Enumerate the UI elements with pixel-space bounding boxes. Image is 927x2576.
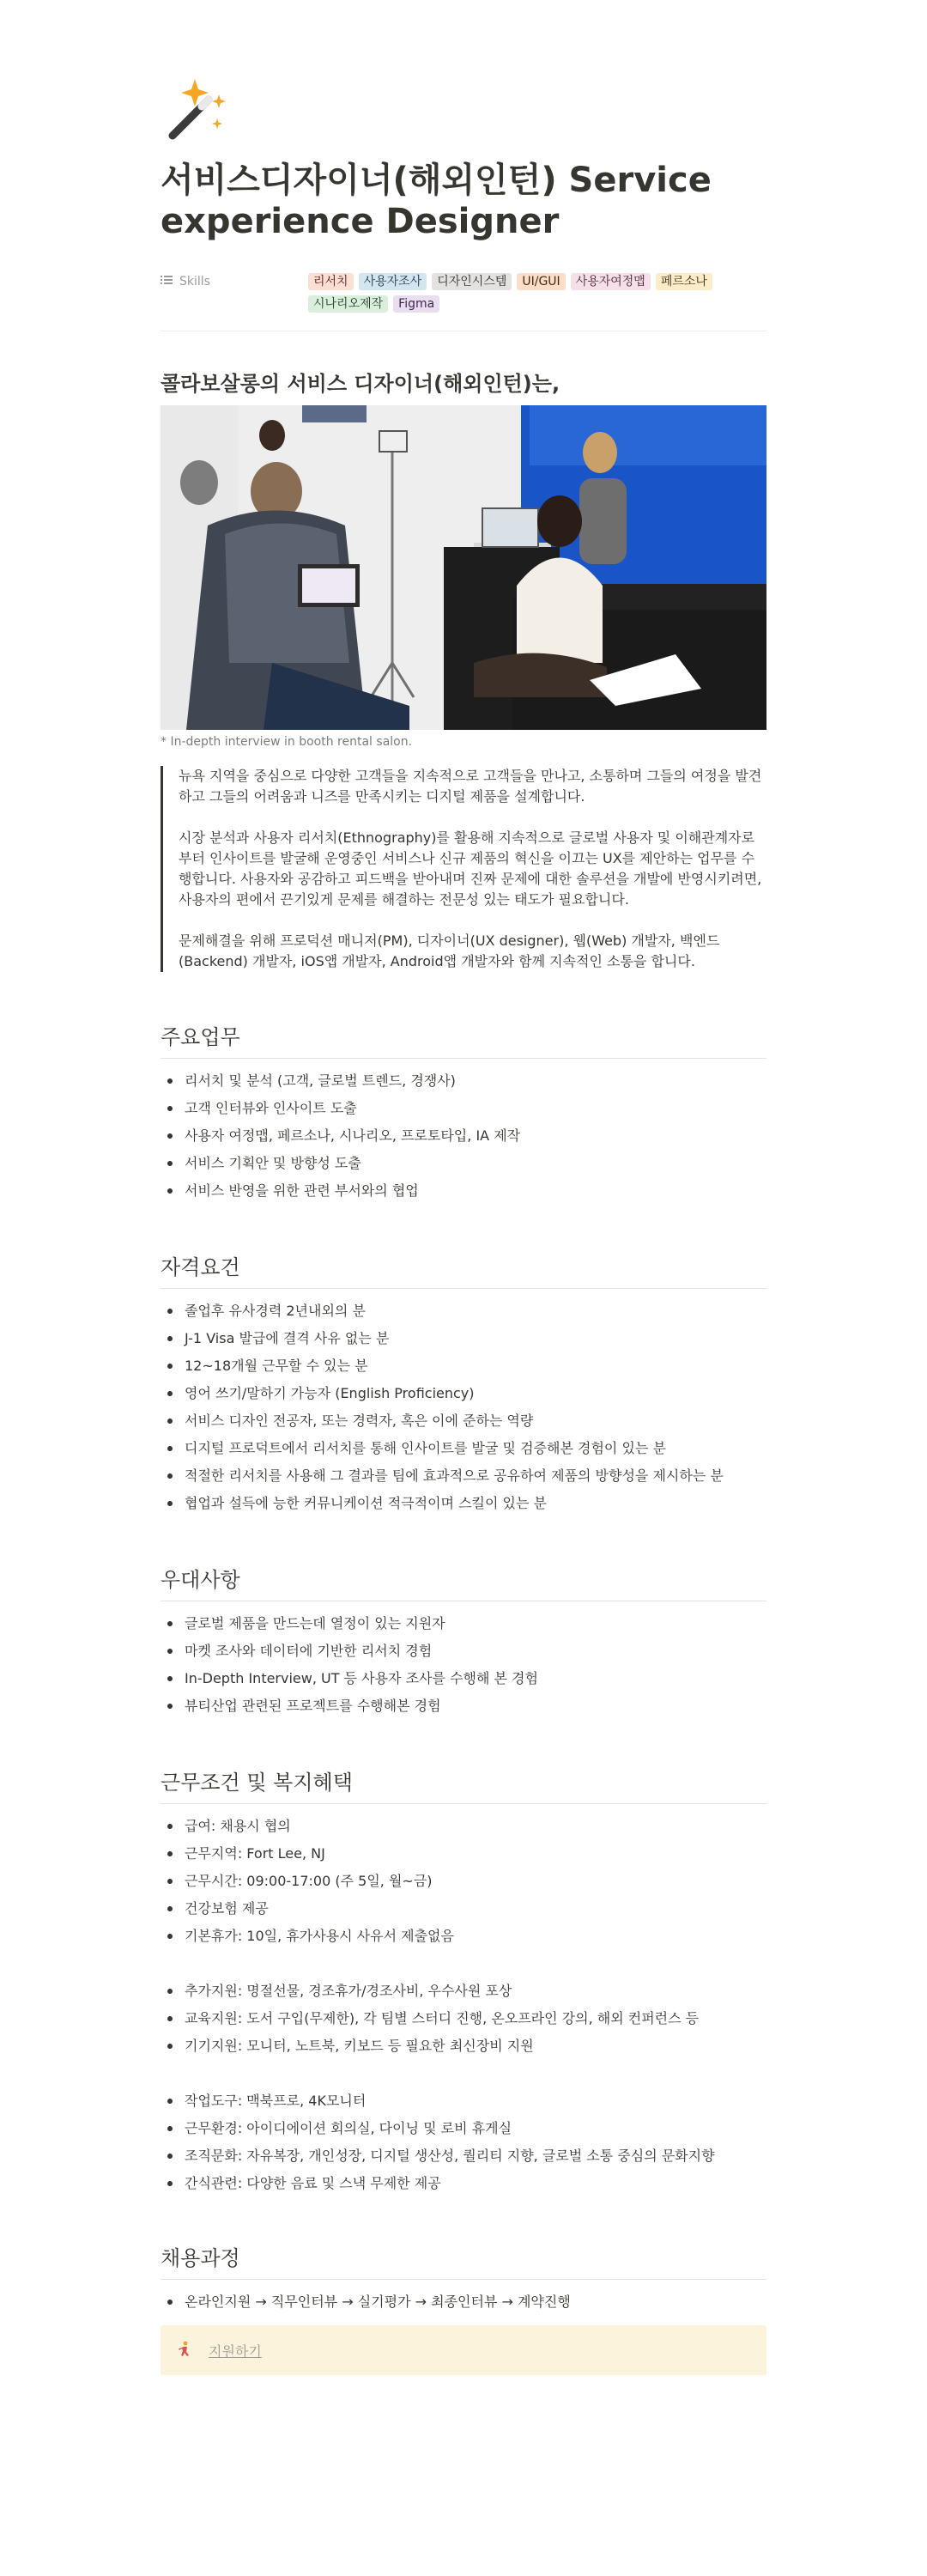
list-item: 서비스 디자인 전공자, 또는 경력자, 혹은 이에 준하는 역량 xyxy=(161,1407,766,1435)
list-item: 조직문화: 자유복장, 개인성장, 디지털 생산성, 퀄리티 지향, 글로벌 소통 중심의 문화지향 xyxy=(161,2142,766,2170)
skills-tags[interactable] xyxy=(308,273,763,313)
list-item: 교육지원: 도서 구입(무제한), 각 팀별 스터디 진행, 온오프라인 강의, 해외 컨퍼런스 등 xyxy=(161,2005,766,2032)
apply-callout xyxy=(161,2325,766,2375)
section-heading: 근무조건 및 복지혜택 xyxy=(161,1767,766,1804)
interview-photo xyxy=(161,405,766,730)
section-heading: 채용과정 xyxy=(161,2243,766,2280)
section-benefits xyxy=(161,1767,766,2197)
page-title: 서비스디자이너(해외인턴) Service experience Designer xyxy=(161,161,712,241)
spacer xyxy=(161,1950,766,1978)
list-item: 고객 인터뷰와 인사이트 도출 xyxy=(161,1095,766,1122)
intro-heading: 콜라보살롱의 서비스 디자이너(해외인턴)는, xyxy=(161,372,560,396)
list-item: 추가지원: 명절선물, 경조휴가/경조사비, 우수사원 포상 xyxy=(161,1978,766,2005)
intro-quote xyxy=(161,766,766,972)
skill-tag[interactable]: 사용자여정맵 xyxy=(571,273,651,290)
skill-tag[interactable]: 시나리오제작 xyxy=(308,295,388,313)
list-icon xyxy=(161,274,173,289)
quote-paragraph: 뉴욕 지역을 중심으로 다양한 고객들을 지속적으로 고객들을 만나고, 소통하며 그들의 여정을 발견하고 그들의 어려움과 니즈를 만족시키는 디지털 제품을 설계합니다. xyxy=(179,768,762,805)
skill-tag[interactable]: 사용자조사 xyxy=(359,273,427,290)
list-item: 마켓 조사와 데이터에 기반한 리서치 경험 xyxy=(161,1637,766,1665)
list-item: 근무지역: Fort Lee, NJ xyxy=(161,1840,766,1868)
list-item: 글로벌 제품을 만드는데 열정이 있는 지원자 xyxy=(161,1610,766,1637)
skill-tag[interactable]: UI/GUI xyxy=(517,273,565,290)
section-preferred xyxy=(161,1564,766,1720)
quote-paragraph: 문제해결을 위해 프로덕션 매니저(PM), 디자이너(UX designer), 웹(Web) 개발자, 백엔드(Backend) 개발자, iOS앱 개발자, Android앱 개발자와 함께 지속적인 소통을 합니다. xyxy=(179,933,720,969)
section-requirements xyxy=(161,1252,766,1517)
list-item: 근무시간: 09:00-17:00 (주 5일, 월~금) xyxy=(161,1868,766,1895)
magic-wand-icon xyxy=(161,76,233,148)
list-item: 영어 쓰기/말하기 가능자 (English Proficiency) xyxy=(161,1380,766,1407)
list-item: 졸업후 유사경력 2년내외의 분 xyxy=(161,1297,766,1325)
list-item: 리서치 및 분석 (고객, 글로벌 트렌드, 경쟁사) xyxy=(161,1067,766,1095)
list-item: 작업도구: 맥북프로, 4K모니터 xyxy=(161,2087,766,2115)
photo-caption: * In-depth interview in booth rental salon. xyxy=(161,735,413,749)
list-item: 기기지원: 모니터, 노트북, 키보드 등 필요한 최신장비 지원 xyxy=(161,2032,766,2060)
skill-tag[interactable]: 페르소나 xyxy=(656,273,712,290)
list-item: 서비스 반영을 위한 관련 부서와의 협업 xyxy=(161,1177,766,1205)
section-process xyxy=(161,2243,766,2316)
list-item: 서비스 기획안 및 방향성 도출 xyxy=(161,1150,766,1177)
list-item: 사용자 여정맵, 페르소나, 시나리오, 프로토타입, IA 제작 xyxy=(161,1122,766,1150)
spacer xyxy=(161,2060,766,2087)
section-duties xyxy=(161,1022,766,1205)
running-person-icon xyxy=(174,2340,195,2360)
list-item: 뷰티산업 관련된 프로젝트를 수행해본 경험 xyxy=(161,1692,766,1720)
list-item: In-Depth Interview, UT 등 사용자 조사를 수행해 본 경험 xyxy=(161,1665,766,1692)
list-item: 12~18개월 근무할 수 있는 분 xyxy=(161,1352,766,1380)
list-item: J-1 Visa 발급에 결격 사유 없는 분 xyxy=(161,1325,766,1352)
list-item: 기본휴가: 10일, 휴가사용시 사유서 제출없음 xyxy=(161,1923,766,1950)
skill-tag[interactable]: Figma xyxy=(393,295,439,313)
section-heading: 주요업무 xyxy=(161,1022,766,1059)
list-item: 건강보험 제공 xyxy=(161,1895,766,1923)
list-item: 온라인지원 → 직무인터뷰 → 실기평가 → 최종인터뷰 → 계약진행 xyxy=(161,2288,766,2316)
property-label[interactable] xyxy=(161,274,210,289)
list-item: 급여: 채용시 협의 xyxy=(161,1813,766,1840)
skill-tag[interactable]: 디자인시스템 xyxy=(432,273,512,290)
list-item: 협업과 설득에 능한 커뮤니케이션 적극적이며 스킬이 있는 분 xyxy=(161,1490,766,1517)
list-item: 디지털 프로덕트에서 리서치를 통해 인사이트를 발굴 및 검증해본 경험이 있는 분 xyxy=(161,1435,766,1462)
section-heading: 우대사항 xyxy=(161,1564,766,1601)
skill-tag[interactable]: 리서치 xyxy=(308,273,354,290)
quote-paragraph: 시장 분석과 사용자 리서치(Ethnography)를 활용해 지속적으로 글로벌 사용자 및 이해관계자로부터 인사이트를 발굴해 운영중인 서비스나 신규 제품의 혁신을 이끄는 UX를 제안하는 업무를 수행합니다. 사용자와 공감하고 피드백을 받아내며 진짜 문제에 대한 솔루션을 개발에 반영시키려면, 사용자의 편에서 끈기있게 문제를 해결하는 전문성 있는 태도가 필요합니다. xyxy=(179,829,762,908)
list-item: 적절한 리서치를 사용해 그 결과를 팀에 효과적으로 공유하여 제품의 방향성을 제시하는 분 xyxy=(161,1462,766,1490)
list-item: 간식관련: 다양한 음료 및 스낵 무제한 제공 xyxy=(161,2170,766,2197)
apply-link[interactable]: 지원하기 xyxy=(209,2342,262,2360)
section-heading: 자격요건 xyxy=(161,1252,766,1289)
list-item: 근무환경: 아이디에이션 회의실, 다이닝 및 로비 휴게실 xyxy=(161,2115,766,2142)
property-label-text: Skills xyxy=(179,275,210,289)
